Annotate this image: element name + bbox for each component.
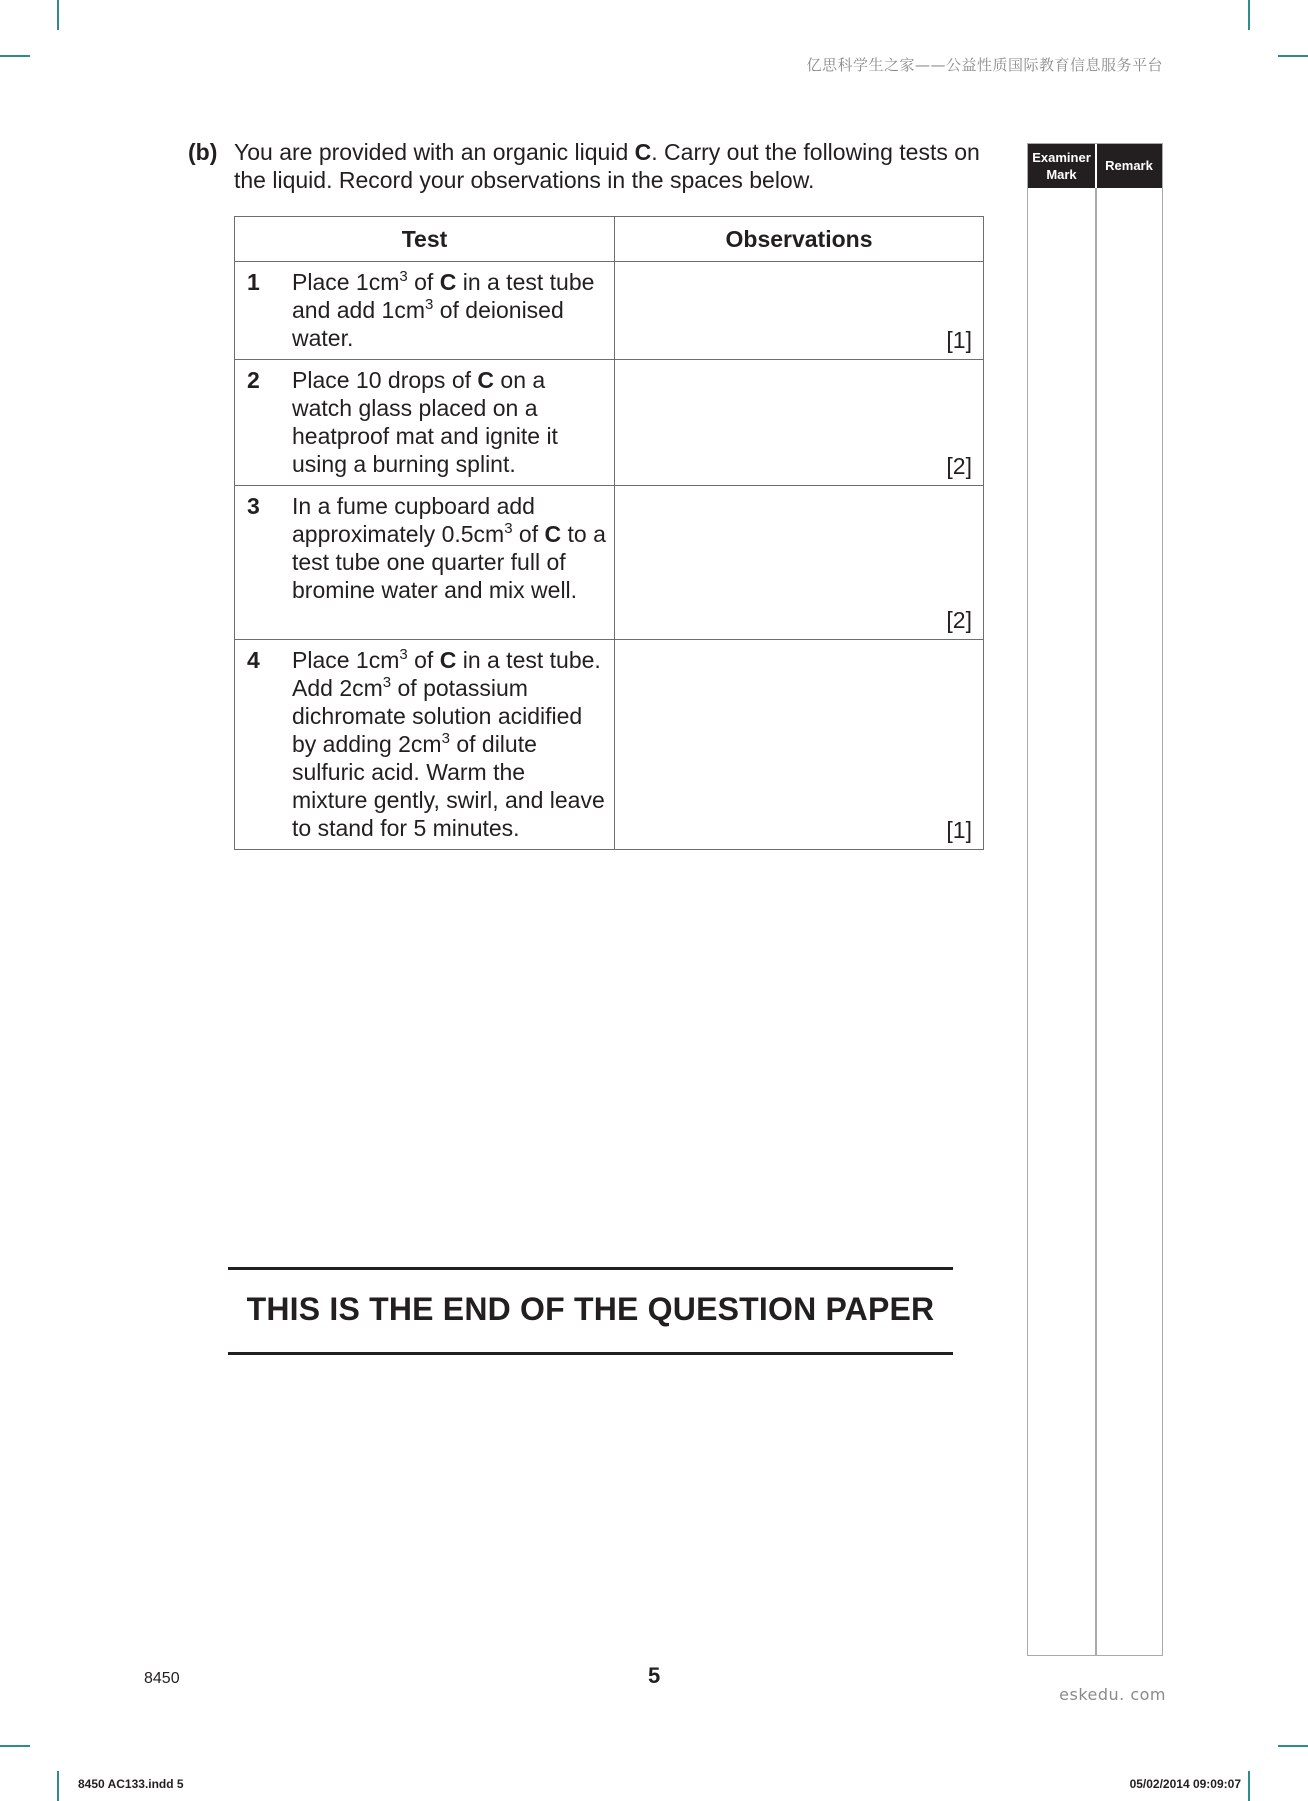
crop-mark [0, 1745, 30, 1747]
crop-mark [57, 1771, 59, 1801]
question-label: (b) [188, 139, 218, 165]
crop-mark [1248, 0, 1250, 30]
end-of-paper-text: THIS IS THE END OF THE QUESTION PAPER [246, 1291, 935, 1327]
table-row [235, 262, 984, 360]
test-instruction-cell [235, 262, 615, 360]
crop-mark [57, 0, 59, 30]
examiner-margin-column [1027, 143, 1163, 1656]
table-row [235, 486, 984, 640]
mark-allocation: [1] [946, 817, 972, 843]
test-instruction-text: Place $1cm^3$ of C in a test tube and add $1cm^3$ of deionised water. [292, 268, 595, 351]
test-instruction-text: In a fume cupboard add approximately $0.5cm^3$ of C to a test tube one quarter full of bromine water and mix well. [292, 493, 606, 603]
test-instruction-cell [235, 360, 615, 486]
table-row [235, 360, 984, 486]
header-watermark-text: 亿思科学生之家——公益性质国际教育信息服务平台 [806, 56, 1163, 74]
header-test: Test [235, 217, 615, 262]
remark-label: Remark [1105, 158, 1153, 173]
liquid-name: C [634, 139, 652, 165]
observation-answer-cell[interactable] [615, 360, 984, 486]
crop-mark [1248, 1771, 1250, 1801]
paper-code: 8450 [144, 1670, 180, 1687]
footer-watermark: eskedu. com [1059, 1685, 1166, 1704]
header-observations: Observations [615, 217, 984, 262]
test-number: 1 [247, 269, 260, 295]
crop-mark [1278, 55, 1308, 57]
print-slug-date: 05/02/2014 09:09:07 [1129, 1777, 1241, 1791]
page-number: 5 [648, 1663, 661, 1688]
test-instruction-cell [235, 640, 615, 850]
margin-header [1028, 144, 1162, 188]
test-instruction-cell [235, 486, 615, 640]
test-instruction-text: Place 10 drops of C on a watch glass placed on a heatproof mat and ignite it using a burning splint. [292, 367, 558, 477]
observation-answer-cell[interactable] [615, 262, 984, 360]
test-number: 3 [247, 493, 260, 519]
table-row [235, 640, 984, 850]
end-rule-bottom [228, 1352, 953, 1355]
examiner-mark-label: Examiner Mark [1032, 150, 1091, 182]
crop-mark [0, 55, 30, 57]
mark-allocation: [2] [946, 453, 972, 479]
end-rule-top [228, 1267, 953, 1270]
margin-divider [1095, 144, 1097, 1655]
print-slug-file: 8450 AC133.indd 5 [78, 1777, 184, 1791]
mark-allocation: [1] [946, 327, 972, 353]
test-number: 2 [247, 367, 260, 393]
mark-allocation: [2] [946, 607, 972, 633]
observation-answer-cell[interactable] [615, 486, 984, 640]
crop-mark [1278, 1745, 1308, 1747]
test-instruction-text: Place $1cm^3$ of C in a test tube. Add $2cm^3$ of potassium dichromate solution acidified by adding $2cm^3$ of dilute sulfuric acid. Warm the mixture gently, swirl, and leave to stand for 5 minutes. [292, 646, 605, 841]
test-number: 4 [247, 647, 260, 673]
observation-answer-cell[interactable] [615, 640, 984, 850]
question-intro: You are provided with an organic liquid C. Carry out the following tests on the liquid. Record your observations in the spaces below. [234, 139, 980, 193]
tests-table [234, 216, 984, 850]
